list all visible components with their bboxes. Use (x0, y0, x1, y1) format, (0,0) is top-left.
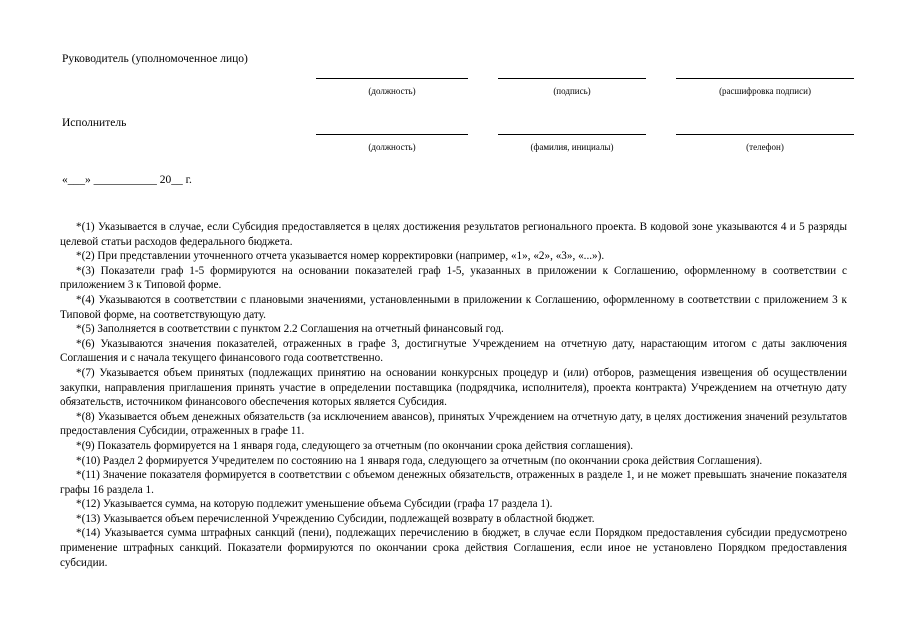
footnote-10: *(10) Раздел 2 формируется Учредителем по состоянию на 1 января года, следующего за отчетным (по окончании срока действия Соглашения). (76, 454, 763, 467)
footnote-6: *(6) Указываются значения показателей, отраженных в графе 3, достигнутые Учреждением на отчетную дату, нарастающим итогом с даты заключения Соглашения и с начала текущего финансового года соответственно. (60, 337, 847, 365)
footnote-1: *(1) Указывается в случае, если Субсидия предоставляется в целях достижения результатов регионального проекта. В кодовой зоне указываются 4 и 5 разряды целевой статьи расходов федерального бюджета. (60, 221, 847, 248)
executor-phone-caption: (телефон) (746, 142, 784, 152)
footnote-3: *(3) Показатели граф 1-5 формируются на основании показателей граф 1-5, указанных в приложении к Соглашению, оформленному в соответствии с приложением 3 к Типовой форме. (60, 264, 847, 292)
footnotes (60, 220, 847, 570)
head-position-caption: (должность) (368, 86, 416, 96)
footnote-4: *(4) Указываются в соответствии с плановыми значениями, установленными в приложении к Соглашению, оформленному в соответствии с приложением 3 к Типовой форме, на соответствующую дату. (60, 293, 847, 321)
footnote-5: *(5) Заполняется в соответствии с пунктом 2.2 Соглашения на отчетный финансовый год. (76, 323, 504, 336)
footnote-11: *(11) Значение показателя формируется в соответствии с объемом денежных обязательств, отраженных в разделе 1, и не может превышать значение показателя графы 16 раздела 1. (60, 469, 847, 496)
head-signature-label: Руководитель (уполномоченное лицо) (62, 53, 248, 65)
footnote-2: *(2) При представлении уточненного отчета указывается номер корректировки (например, «1», «2», «3», «...»). (76, 250, 605, 263)
head-name-line (676, 78, 854, 79)
footnote-7: *(7) Указывается объем принятых (подлежащих принятию на основании конкурсных процедур и (или) отборов, размещения извещения об осуществлении закупки, направления приглашения принять участие в определении поставщика (подрядчика, исполнителя), проекта контракта) Учреждением на отчетную дату обязательств, источником финансового обеспечения которых является Субсидия. (60, 366, 847, 409)
head-signature-caption: (подпись) (553, 86, 591, 96)
footnote-12: *(12) Указывается сумма, на которую подлежит уменьшение объема Субсидии (графа 17 раздела 1). (76, 498, 553, 511)
executor-position-line (316, 134, 468, 135)
footnote-8: *(8) Указывается объем денежных обязательств (за исключением авансов), принятых Учреждением на отчетную дату, в целях достижения значений результатов предоставления Субсидии, отраженных в графе 11. (60, 410, 847, 438)
executor-label: Исполнитель (62, 117, 127, 129)
executor-name-line (498, 134, 646, 135)
footnote-9: *(9) Показатель формируется на 1 января года, следующего за отчетным (по окончании срока действия соглашения). (76, 439, 634, 452)
date-line: «___» ___________ 20__ г. (62, 174, 192, 186)
executor-phone-line (676, 134, 854, 135)
head-signature-line (498, 78, 646, 79)
executor-name-caption: (фамилия, инициалы) (530, 142, 614, 152)
executor-position-caption: (должность) (368, 142, 416, 152)
footnote-13: *(13) Указывается объем перечисленной Учреждению Субсидии, подлежащей возврату в областной бюджет. (76, 512, 595, 525)
head-position-line (316, 78, 468, 79)
head-name-caption: (расшифровка подписи) (719, 86, 811, 96)
footnote-14: *(14) Указывается сумма штрафных санкций (пени), подлежащих перечислению в бюджет, в случае если Порядком предоставления субсидии предусмотрено применение штрафных санкций. Показатели формируются по окончании срока действия Соглашения, если иное не установлено Порядком предоставления субсидии. (60, 527, 847, 569)
